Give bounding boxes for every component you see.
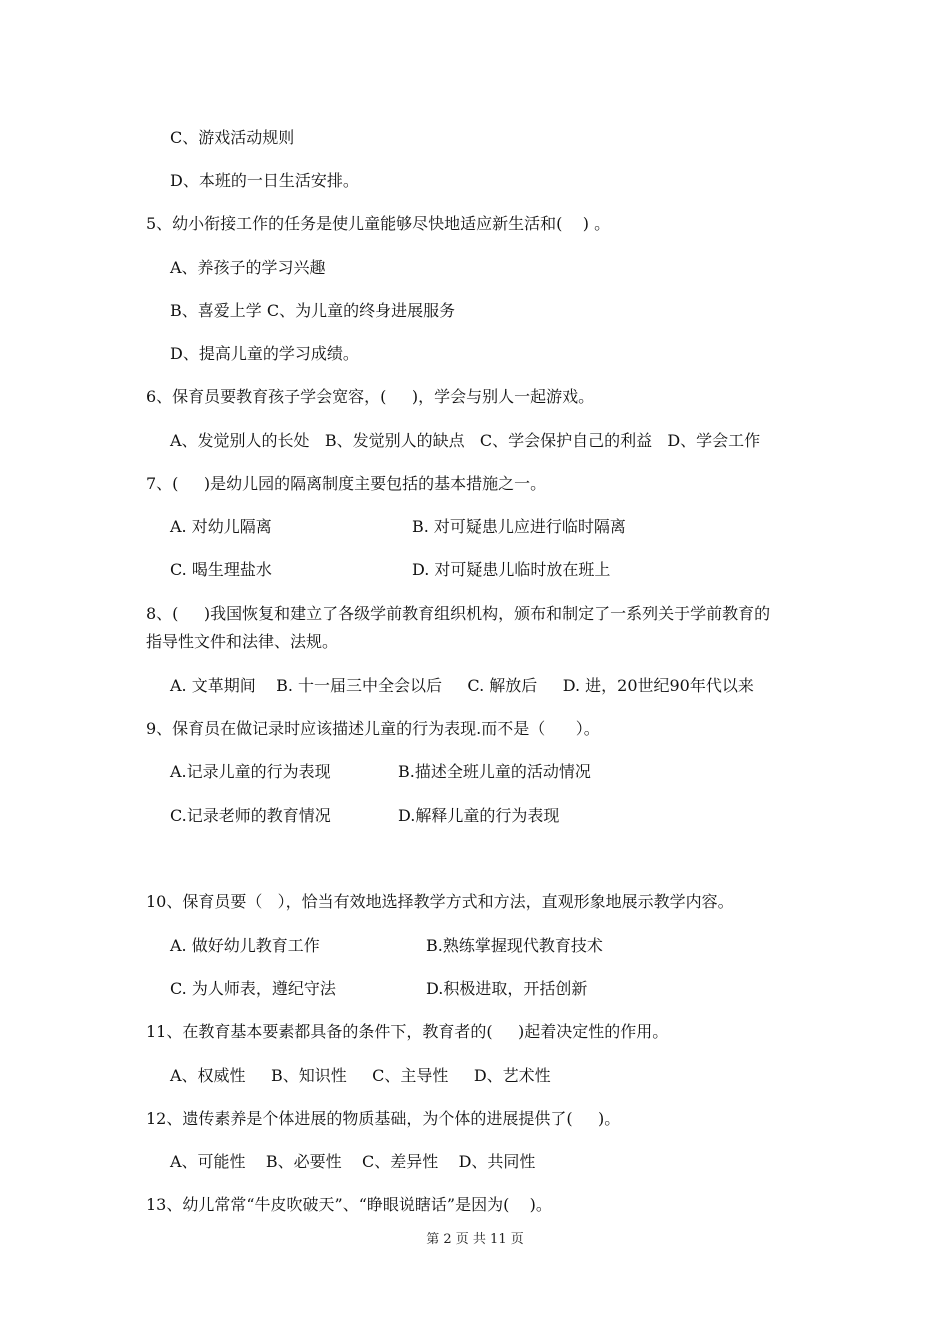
question-8-line1: 8、( )我国恢复和建立了各级学前教育组织机构，颁布和制定了一系列关于学前教育的 — [146, 604, 771, 623]
question-8-line2: 指导性文件和法律、法规。 — [146, 632, 339, 651]
option-d-q4: D、本班的一日生活安排。 — [170, 171, 359, 190]
option-b-q9: B.描述全班儿童的活动情况 — [398, 762, 591, 781]
option-d-q10: D.积极进取，开括创新 — [426, 979, 588, 998]
options-q8: A. 文革期间 B. 十一届三中全会以后 C. 解放后 D. 进，20世纪90年代以来 — [170, 676, 754, 695]
option-bc-q5: B、喜爱上学 C、为儿童的终身进展服务 — [170, 301, 456, 320]
question-13: 13、幼儿常常“牛皮吹破天”、“睁眼说瞎话”是因为( )。 — [146, 1195, 552, 1214]
option-c-q10: C. 为人师表，遵纪守法 — [170, 979, 336, 998]
options-q12: A、可能性 B、必要性 C、差异性 D、共同性 — [170, 1152, 536, 1171]
question-6: 6、保育员要教育孩子学会宽容，( )，学会与别人一起游戏。 — [146, 387, 595, 406]
option-c-q9: C.记录老师的教育情况 — [170, 806, 331, 825]
question-12: 12、遗传素养是个体进展的物质基础，为个体的进展提供了( )。 — [146, 1109, 621, 1128]
options-q6: A、发觉别人的长处 B、发觉别人的缺点 C、学会保护自己的利益 D、学会工作 — [170, 431, 761, 450]
option-d-q7: D. 对可疑患儿临时放在班上 — [412, 560, 611, 579]
question-5: 5、幼小衔接工作的任务是使儿童能够尽快地适应新生活和( ) 。 — [146, 214, 611, 233]
page-footer: 第 2 页 共 11 页 — [426, 1232, 524, 1247]
option-a-q5: A、养孩子的学习兴趣 — [170, 258, 326, 277]
option-b-q10: B.熟练掌握现代教育技术 — [426, 936, 603, 955]
options-q11: A、权威性 B、知识性 C、主导性 D、艺术性 — [170, 1066, 551, 1085]
option-a-q7: A. 对幼儿隔离 — [170, 517, 272, 536]
option-d-q9: D.解释儿童的行为表现 — [398, 806, 560, 825]
question-9: 9、保育员在做记录时应该描述儿童的行为表现.而不是（ ）。 — [146, 719, 600, 738]
option-a-q9: A.记录儿童的行为表现 — [170, 762, 331, 781]
option-d-q5: D、提高儿童的学习成绩。 — [170, 344, 359, 363]
option-c-q7: C. 喝生理盐水 — [170, 560, 272, 579]
question-7: 7、( )是幼儿园的隔离制度主要包括的基本措施之一。 — [146, 474, 547, 493]
question-11: 11、在教育基本要素都具备的条件下，教育者的( )起着决定性的作用。 — [146, 1022, 669, 1041]
option-b-q7: B. 对可疑患儿应进行临时隔离 — [412, 517, 626, 536]
question-10: 10、保育员要（ ），恰当有效地选择教学方式和方法，直观形象地展示教学内容。 — [146, 892, 734, 911]
option-c-q4: C、游戏活动规则 — [170, 128, 295, 147]
option-a-q10: A. 做好幼儿教育工作 — [170, 936, 320, 955]
